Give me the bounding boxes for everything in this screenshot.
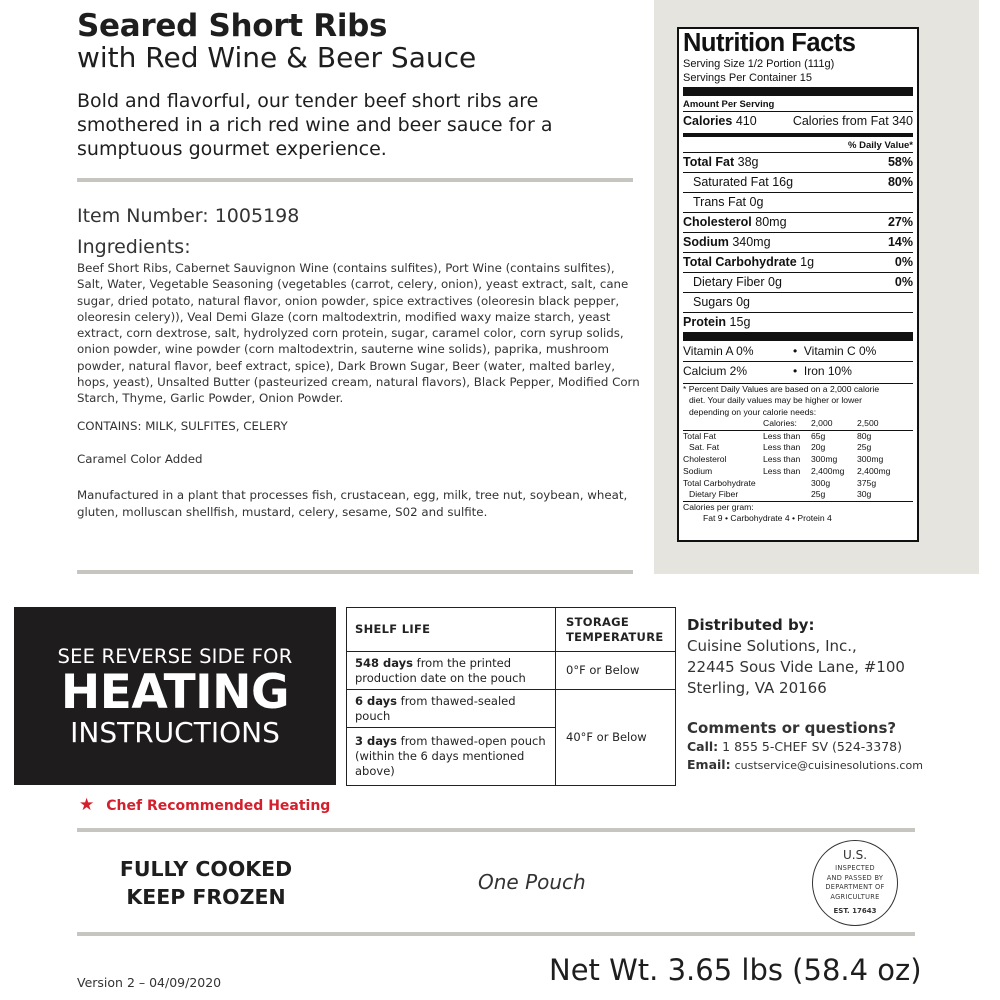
nutrient-dv: 58% — [887, 154, 913, 169]
usda-establishment: EST. 17643 — [833, 907, 877, 915]
vitamin-a: Vitamin A 0% — [683, 343, 754, 358]
product-title: Seared Short Ribs — [77, 8, 388, 44]
distributor-name: Cuisine Solutions, Inc., — [687, 637, 857, 655]
calories-label: Calories — [683, 113, 733, 128]
one-pouch: One Pouch — [478, 870, 586, 894]
nutrition-title: Nutrition Facts — [683, 29, 856, 57]
calories-value: 410 — [735, 113, 757, 128]
net-weight: Net Wt. 3.65 lbs (58.4 oz) — [549, 953, 922, 987]
nutrient-amount: 0g — [768, 274, 782, 289]
nutrient-amount: 0g — [736, 294, 750, 309]
dv-table-cell — [763, 489, 811, 501]
table-row — [347, 608, 676, 652]
dv-table-cell: Less than — [763, 454, 801, 465]
nutrient-dv: 14% — [887, 234, 913, 249]
distributor-address-2: Sterling, VA 20166 — [687, 679, 827, 697]
dv-table-cell: 65g — [811, 430, 826, 441]
vitamin-c: Vitamin C 0% — [803, 343, 877, 358]
table-row — [347, 652, 676, 690]
nutrient-row — [683, 252, 913, 272]
nutrient-row — [683, 232, 913, 252]
dv-table-cell: 80g — [857, 430, 872, 441]
dv-table-cell: Dietary Fiber — [689, 489, 739, 500]
usda-inspection-seal — [812, 840, 898, 926]
dv-table-row — [683, 489, 913, 501]
nutrient-label: Total Fat — [683, 154, 735, 169]
calories-per-gram-values: Fat 9 • Carbohydrate 4 • Protein 4 — [703, 513, 832, 524]
amount-per-serving: Amount Per Serving — [683, 99, 775, 110]
dv-table-cell: 300mg — [811, 454, 838, 465]
nutrient-label: Protein — [683, 314, 727, 329]
dv-table-cell: 2,400mg — [857, 465, 891, 476]
table-cell: 0°F or Below — [556, 652, 676, 690]
dv-table-cell: 30g — [857, 489, 872, 500]
dv-table-cell: Cholesterol — [683, 454, 727, 465]
contact-block — [687, 718, 923, 775]
shelf-text: from the printed production date on the pouch — [355, 655, 526, 685]
footnote-line: diet. Your daily values may be higher or lower — [689, 395, 862, 405]
vitamin-row — [683, 361, 913, 381]
dv-table-header — [683, 418, 913, 430]
divider — [77, 570, 633, 574]
footnote-line: depending on your calorie needs: — [689, 406, 817, 417]
table-cell — [347, 690, 556, 728]
product-description: Bold and flavorful, our tender beef short ribs are smothered in a rich red wine and beer sauce for a sumptuous gourmet experience. — [77, 90, 553, 160]
dv-table-row — [683, 442, 913, 454]
nutrient-dv: 0% — [894, 274, 913, 289]
iron: Iron 10% — [803, 363, 852, 378]
table-cell — [347, 728, 556, 786]
nutrient-amount: 16g — [772, 174, 794, 189]
dv-table-cell: 375g — [857, 477, 877, 488]
usda-top: U.S. — [842, 848, 868, 862]
nutrient-label: Trans Fat — [693, 194, 747, 209]
usda-line: INSPECTED — [835, 864, 875, 872]
calories-per-gram: Calories per gram: — [683, 501, 754, 512]
nutrient-row — [683, 172, 913, 192]
table-header: STORAGE TEMPERATURE — [556, 608, 676, 652]
nutrient-amount: 1g — [800, 254, 815, 269]
dv-table-cell: 2,000 — [811, 418, 833, 428]
dv-table-cell — [763, 478, 811, 490]
nutrient-label: Sugars — [693, 294, 733, 309]
chef-recommended-heating — [79, 795, 330, 815]
phone-line — [687, 738, 923, 756]
daily-value-header — [683, 139, 913, 152]
version-label: Version 2 – 04/09/2020 — [77, 975, 222, 990]
nutrient-label: Saturated Fat — [693, 174, 769, 189]
comments-heading: Comments or questions? — [687, 719, 897, 737]
nutrient-dv: 27% — [887, 214, 913, 229]
nutrient-dv: 0% — [894, 254, 913, 269]
medium-rule — [683, 133, 913, 137]
fully-cooked-text: FULLY COOKED — [119, 857, 293, 881]
dv-table-cell: Less than — [763, 430, 801, 441]
vitamin-c-wrap: • Vitamin C 0% — [793, 343, 877, 358]
distributor-heading: Distributed by: — [687, 616, 815, 634]
email-label: Email: — [687, 757, 731, 772]
daily-value-header-text: % Daily Value* — [848, 139, 913, 151]
thick-rule — [683, 332, 913, 341]
ingredients-text: Beef Short Ribs, Cabernet Sauvignon Wine (contains sulfites), Port Wine (contains sulfites), Salt, Water, Vegetable Seasoning (vegetables (carrot, celery, onion), yeast extract, salt, cane sugar, dried potato, natural flavor, onion powder, spice extractives (oleoresin black pepper, oleoresin celery)), Veal Demi Glaze (corn maltodextrin, modified waxy maize starch, yeast extract, corn dextrose, salt, hydrolyzed corn protein, sugar, caramel color, corn syrup solids, onion powder, wine powder (corn maltodextrin, sauterne wine solids), paprika, mushroom powder, natural flavor, beef extract, spice), Dark Brown Sugar, Beer (water, malted barley, hops, yeast), Unsalted Butter (pasteurized cream, natural flavors), Black Pepper, Modified Corn Starch, Thyme, Garlic Powder, Onion Powder. — [77, 261, 640, 406]
nutrient-row — [683, 292, 913, 312]
distributor-block — [687, 615, 905, 699]
vitamin-row — [683, 342, 913, 361]
caramel-note: Caramel Color Added — [77, 452, 203, 466]
email-line — [687, 756, 923, 775]
iron-wrap: • Iron 10% — [793, 363, 852, 378]
dv-table-row — [683, 431, 913, 443]
heating-line-3: INSTRUCTIONS — [70, 716, 280, 749]
manufacturing-note: Manufactured in a plant that processes fish, crustacean, egg, milk, tree nut, soybean, wheat, gluten, molluscan shellfish, mustard, celery, sesame, S02 and sulfite. — [77, 488, 628, 520]
heating-instructions-box — [14, 607, 336, 785]
dv-table-row — [683, 466, 913, 478]
usda-line: DEPARTMENT OF — [825, 883, 885, 891]
dv-table-cell: Sodium — [683, 465, 713, 476]
heating-line-2: HEATING — [60, 665, 290, 720]
fully-cooked-notice — [90, 855, 322, 911]
shelf-life-table — [346, 607, 676, 786]
nutrient-amount: 340mg — [732, 234, 771, 249]
divider — [77, 178, 633, 182]
shelf-text: from thawed-open pouch (within the 6 days mentioned above) — [355, 734, 546, 778]
table-cell: 40°F or Below — [556, 690, 676, 786]
nutrient-row — [683, 212, 913, 232]
nutrient-amount: 15g — [729, 314, 751, 329]
calories-from-fat: Calories from Fat 340 — [792, 113, 913, 128]
dv-table-cell: Total Fat — [683, 430, 716, 441]
star-icon: ★ — [79, 795, 95, 815]
serving-size: Serving Size 1/2 Portion (111g) — [683, 58, 835, 70]
dv-table-cell: 300g — [811, 477, 831, 488]
dv-table-cell: 25g — [811, 489, 826, 500]
calcium: Calcium 2% — [683, 363, 748, 378]
nutrient-amount: 0g — [749, 194, 764, 209]
nutrient-dv: 80% — [887, 174, 913, 189]
email-address: custservice@cuisinesolutions.com — [734, 759, 923, 772]
dv-table-cell: Total Carbohydrate — [683, 477, 756, 488]
usda-line: AGRICULTURE — [830, 892, 880, 901]
footnote-line: * Percent Daily Values are based on a 2,000 calorie — [683, 383, 880, 394]
nutrient-label: Dietary Fiber — [693, 274, 765, 289]
servings-per-container: Servings Per Container 15 — [683, 72, 813, 84]
product-subtitle: with Red Wine & Beer Sauce — [77, 41, 477, 74]
nutrient-row — [683, 272, 913, 292]
chef-recommended-label: Chef Recommended Heating — [106, 798, 331, 814]
phone-label: Call: — [687, 739, 719, 754]
nutrient-row — [683, 152, 913, 172]
nutrient-row — [683, 192, 913, 212]
dv-table-cell: Less than — [763, 442, 801, 453]
nutrient-label: Sodium — [683, 234, 729, 249]
distributor-address-1: 22445 Sous Vide Lane, #100 — [687, 658, 905, 676]
nutrient-label: Cholesterol — [683, 214, 752, 229]
usda-line: AND PASSED BY — [826, 873, 884, 882]
table-cell — [347, 652, 556, 690]
usda-text — [813, 864, 897, 902]
phone-number: 1 855 5-CHEF SV (524-3378) — [722, 739, 902, 754]
dv-table-cell: 20g — [811, 442, 826, 453]
nutrient-label: Total Carbohydrate — [683, 254, 797, 269]
heating-line-1: SEE REVERSE SIDE FOR — [57, 645, 293, 668]
shelf-days: 6 days — [355, 693, 397, 708]
calories-row — [683, 111, 913, 131]
dv-table-cell: 2,500 — [857, 418, 879, 428]
dv-table-row — [683, 478, 913, 490]
dv-table-cell — [683, 418, 763, 430]
shelf-text: from thawed-sealed pouch — [355, 693, 516, 723]
shelf-days: 548 days — [355, 655, 413, 670]
keep-frozen-text: KEEP FROZEN — [126, 885, 286, 909]
ingredients-heading: Ingredients: — [77, 236, 191, 258]
dv-table-cell: Sat. Fat — [689, 442, 720, 453]
nutrient-amount: 38g — [737, 154, 759, 169]
thick-rule — [683, 87, 913, 96]
nutrient-row — [683, 312, 913, 332]
dv-table-row — [683, 454, 913, 466]
divider — [77, 828, 915, 832]
dv-table-cell: 25g — [857, 442, 872, 453]
allergen-contains: CONTAINS: MILK, SULFITES, CELERY — [77, 419, 288, 433]
table-row — [347, 690, 676, 728]
divider — [77, 932, 915, 936]
nutrition-facts-label — [677, 27, 919, 542]
nutrient-amount: 80mg — [755, 214, 787, 229]
table-header: SHELF LIFE — [347, 608, 556, 652]
dv-table-cell: Less than — [763, 465, 801, 476]
shelf-days: 3 days — [355, 734, 397, 748]
dv-table-cell: 2,400mg — [811, 465, 845, 476]
item-number: Item Number: 1005198 — [77, 205, 300, 227]
dv-table-cell: Calories: — [763, 418, 797, 428]
dv-table-cell: 300mg — [857, 454, 884, 465]
